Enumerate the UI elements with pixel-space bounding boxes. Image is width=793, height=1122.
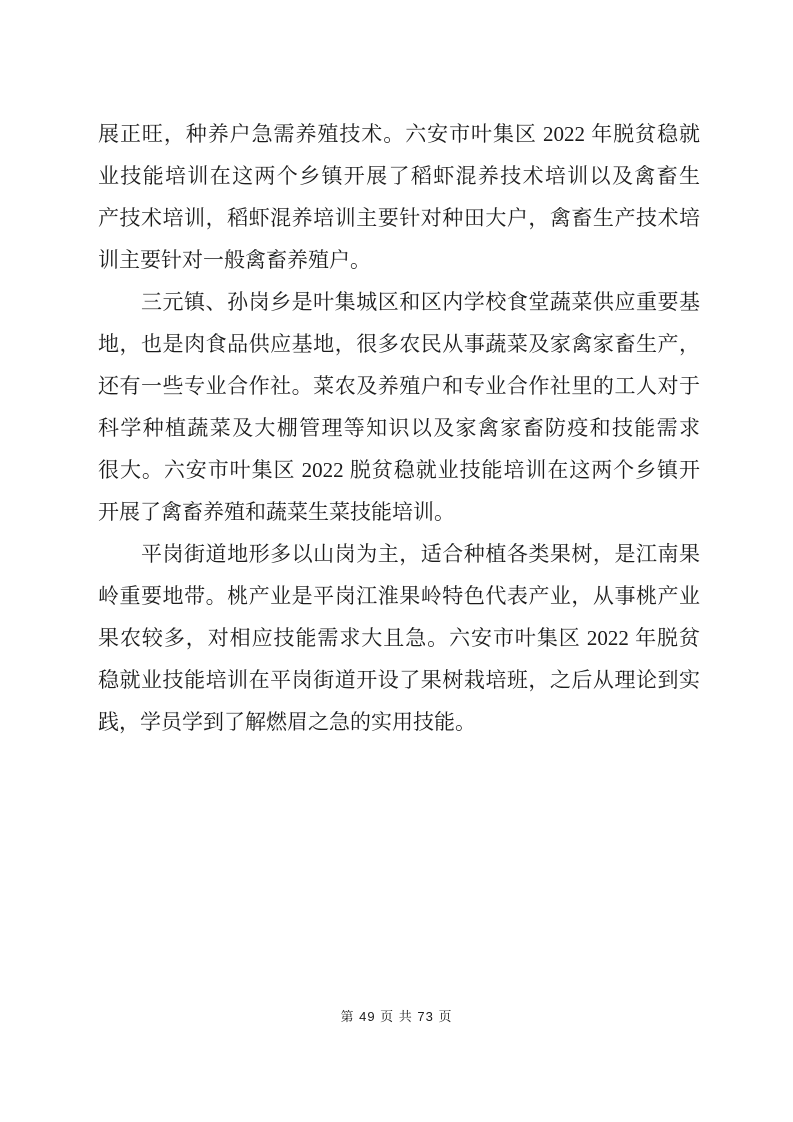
text-line: 岭重要地带。桃产业是平岗江淮果岭特色代表产业，从事桃产业 xyxy=(98,584,700,608)
text-line: 科学种植蔬菜及大棚管理等知识以及家禽家畜防疫和技能需求 xyxy=(98,416,700,440)
text-line: 践，学员学到了解燃眉之急的实用技能。 xyxy=(98,710,476,734)
text-line: 展正旺，种养户急需养殖技术。六安市叶集区 2022 年脱贫稳就 xyxy=(98,122,700,146)
document-body xyxy=(98,113,700,743)
text-line: 平岗街道地形多以山岗为主，适合种植各类果树，是江南果 xyxy=(141,542,700,566)
text-line: 业技能培训在这两个乡镇开展了稻虾混养技术培训以及禽畜生 xyxy=(98,164,700,188)
text-line: 产技术培训，稻虾混养培训主要针对种田大户，禽畜生产技术培 xyxy=(98,206,700,230)
text-line: 训主要针对一般禽畜养殖户。 xyxy=(98,248,371,272)
text-line: 地，也是肉食品供应基地，很多农民从事蔬菜及家禽家畜生产， xyxy=(98,332,700,356)
text-line: 果农较多，对相应技能需求大且急。六安市叶集区 2022 年脱贫 xyxy=(98,626,700,650)
page-number: 第 49 页 共 73 页 xyxy=(340,1009,453,1024)
text-line: 还有一些专业合作社。菜农及养殖户和专业合作社里的工人对于 xyxy=(98,374,700,398)
text-line: 很大。六安市叶集区 2022 脱贫稳就业技能培训在这两个乡镇开 xyxy=(98,458,700,482)
text-line: 稳就业技能培训在平岗街道开设了果树栽培班，之后从理论到实 xyxy=(98,668,700,692)
text-line: 三元镇、孙岗乡是叶集城区和区内学校食堂蔬菜供应重要基 xyxy=(141,290,700,314)
text-line: 开展了禽畜养殖和蔬菜生菜技能培训。 xyxy=(98,500,455,524)
